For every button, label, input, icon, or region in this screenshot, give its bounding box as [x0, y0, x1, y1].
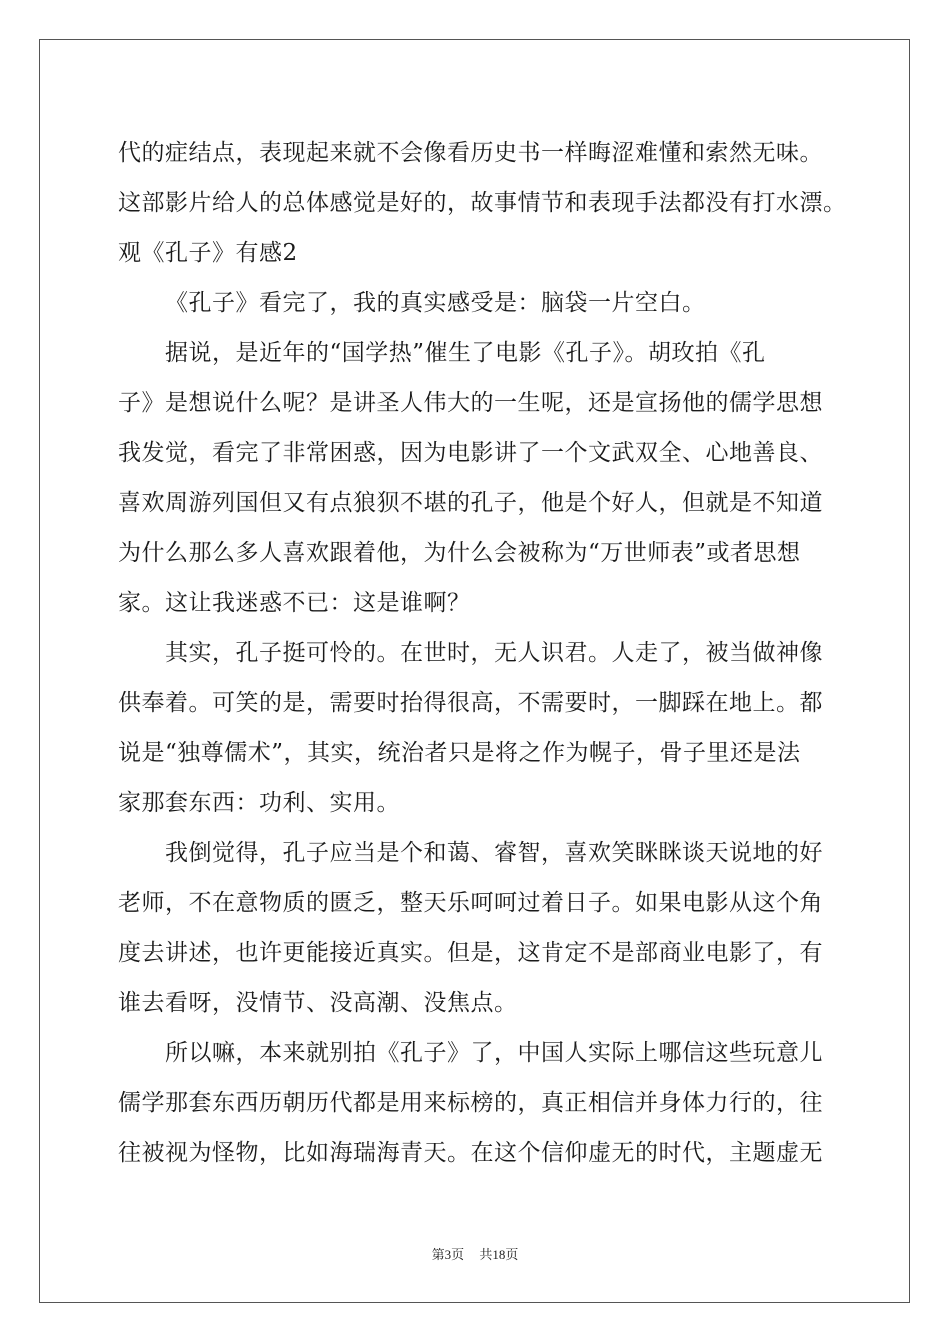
text-line: 这部影片给人的总体感觉是好的，故事情节和表现手法都没有打水漂。 — [118, 190, 847, 216]
text-line: 为什么那么多人喜欢跟着他，为什么会被称为“万世师表”或者思想 — [118, 540, 801, 566]
document-body — [118, 128, 847, 1178]
text-line: 我倒觉得，孔子应当是个和蔼、睿智，喜欢笑眯眯谈天说地的好 — [165, 840, 823, 866]
text-line: 《孔子》看完了，我的真实感受是：脑袋一片空白。 — [165, 290, 706, 316]
text-line: 喜欢周游列国但又有点狼狈不堪的孔子，他是个好人，但就是不知道 — [118, 490, 823, 516]
text-line: 度去讲述，也许更能接近真实。但是，这肯定不是部商业电影了，有 — [118, 940, 823, 966]
text-line: 其实，孔子挺可怜的。在世时，无人识君。人走了，被当做神像 — [165, 640, 823, 666]
current-page-number: 第3页 — [431, 1247, 465, 1262]
text-line: 家。这让我迷惑不已：这是谁啊？ — [118, 590, 471, 616]
page-footer — [0, 1244, 950, 1263]
text-line: 谁去看呀，没情节、没高潮、没焦点。 — [118, 990, 518, 1016]
text-line: 代的症结点，表现起来就不会像看历史书一样晦涩难懂和索然无味。 — [118, 140, 823, 166]
text-line: 据说，是近年的“国学热”催生了电影《孔子》。胡玫拍《孔 — [165, 340, 766, 366]
text-line: 儒学那套东西历朝历代都是用来标榜的，真正相信并身体力行的，往 — [118, 1090, 823, 1116]
text-line: 说是“独尊儒术”，其实，统治者只是将之作为幌子，骨子里还是法 — [118, 740, 801, 766]
text-line: 家那套东西：功利、实用。 — [118, 790, 400, 816]
text-line: 供奉着。可笑的是，需要时抬得很高，不需要时，一脚踩在地上。都 — [118, 690, 823, 716]
text-line: 我发觉，看完了非常困惑，因为电影讲了一个文武双全、心地善良、 — [118, 440, 823, 466]
text-line: 往被视为怪物，比如海瑞海青天。在这个信仰虚无的时代，主题虚无 — [118, 1140, 823, 1166]
total-pages: 共18页 — [479, 1247, 519, 1262]
text-line: 子》是想说什么呢？是讲圣人伟大的一生呢，还是宣扬他的儒学思想 — [118, 390, 823, 416]
section-heading: 观《孔子》有感2 — [118, 240, 298, 266]
text-line: 所以嘛，本来就别拍《孔子》了，中国人实际上哪信这些玩意儿 — [165, 1040, 823, 1066]
text-line: 老师，不在意物质的匮乏，整天乐呵呵过着日子。如果电影从这个角 — [118, 890, 823, 916]
